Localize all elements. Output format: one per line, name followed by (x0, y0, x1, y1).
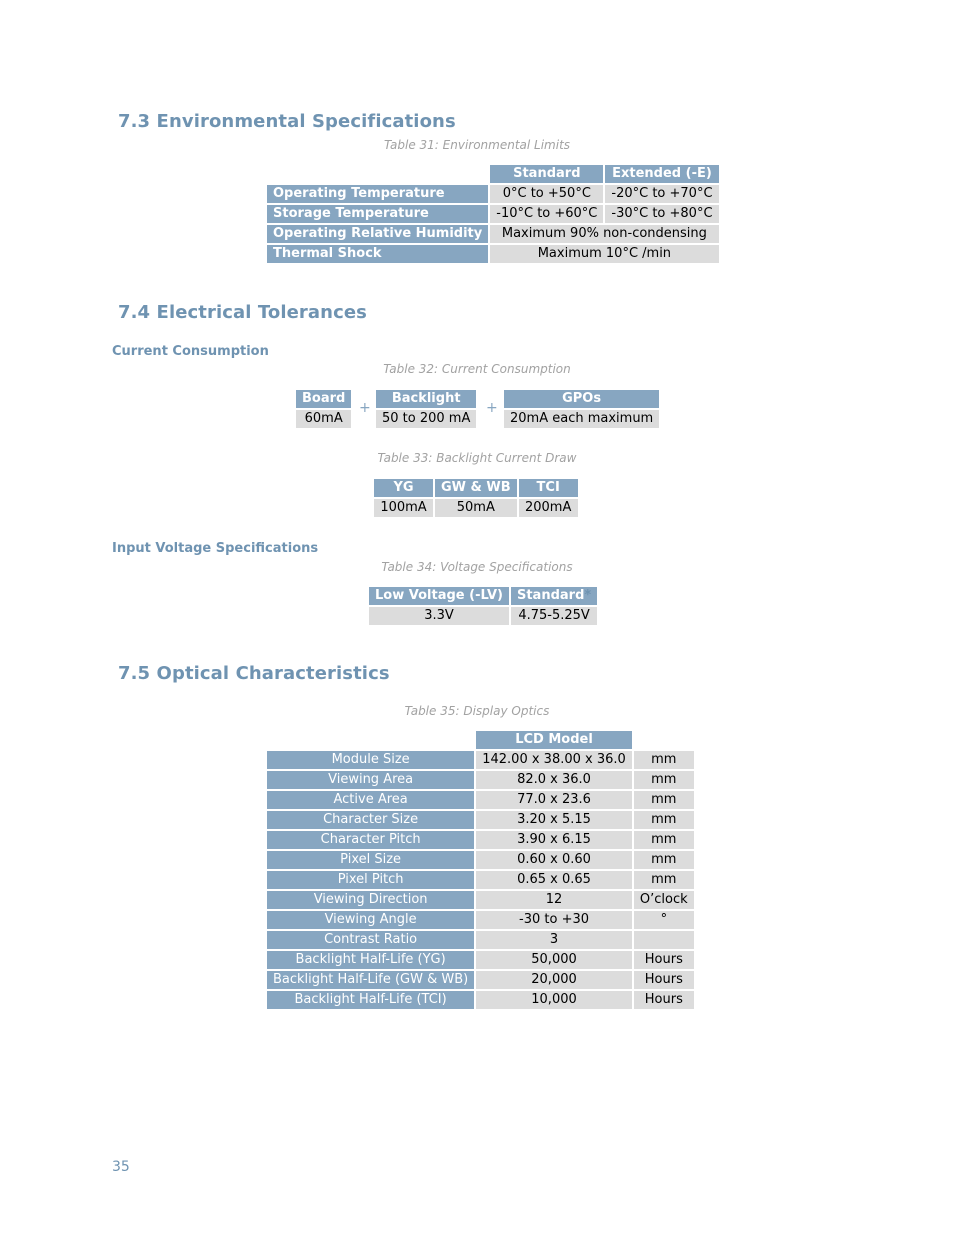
lv-value: 3.3V (369, 607, 509, 625)
env-caption: Table 31: Environmental Limits (383, 138, 571, 152)
backlight-draw-table (372, 477, 580, 519)
optics-unit (634, 931, 694, 949)
lcd-model-header: LCD Model (476, 731, 632, 749)
optics-unit: mm (634, 811, 694, 829)
optics-value: 10,000 (476, 991, 632, 1009)
std-label: Standard (516, 588, 585, 603)
gpo-header: GPOs (504, 390, 659, 408)
bl-value: 100mA (374, 499, 433, 517)
table-row (267, 165, 719, 183)
optics-unit: mm (634, 851, 694, 869)
empty-cell (267, 165, 488, 183)
table-row (267, 791, 694, 809)
optics-row-label: Backlight Half-Life (YG) (267, 951, 474, 969)
voltage-subheading: Input Voltage Specifications (112, 541, 319, 556)
row-label: Storage Temperature (267, 205, 488, 223)
caption-32: Table 32: Current Consumption (383, 362, 571, 376)
cell: 0°C to +50°C (490, 185, 603, 203)
board-table (294, 388, 353, 430)
table-row (267, 205, 719, 223)
cell: -10°C to +60°C (490, 205, 603, 223)
cell: Maximum 90% non-condensing (490, 225, 718, 243)
env-heading: 7.3 Environmental Specifications (118, 111, 456, 132)
backlight-table (374, 388, 478, 430)
cell: -30°C to +80°C (605, 205, 718, 223)
table-row (374, 499, 578, 517)
caption-33: Table 33: Backlight Current Draw (377, 451, 577, 465)
table-row (376, 410, 476, 428)
bl-value: 200mA (519, 499, 578, 517)
table-row (267, 991, 694, 1009)
optics-row-label: Module Size (267, 751, 474, 769)
env-table (265, 163, 721, 265)
optics-unit: mm (634, 771, 694, 789)
table-row (267, 871, 694, 889)
voltage-table (367, 585, 599, 627)
table-row (296, 390, 351, 408)
optics-row-label: Viewing Angle (267, 911, 474, 929)
elec-heading: 7.4 Electrical Tolerances (118, 302, 367, 323)
optics-value: 3 (476, 931, 632, 949)
optics-row-label: Pixel Size (267, 851, 474, 869)
optics-value: 82.0 x 36.0 (476, 771, 632, 789)
table-row (267, 185, 719, 203)
bl-value: 50mA (435, 499, 517, 517)
optics-heading: 7.5 Optical Characteristics (118, 663, 390, 684)
optics-value: -30 to +30 (476, 911, 632, 929)
col-extended: Extended (-E) (605, 165, 718, 183)
empty-cell (267, 731, 474, 749)
bl-header: TCI (519, 479, 578, 497)
table-row (267, 831, 694, 849)
row-label: Operating Relative Humidity (267, 225, 488, 243)
table-row (267, 891, 694, 909)
optics-unit: mm (634, 871, 694, 889)
current-subheading: Current Consumption (112, 344, 269, 359)
optics-row-label: Contrast Ratio (267, 931, 474, 949)
row-label: Operating Temperature (267, 185, 488, 203)
table-row (296, 410, 351, 428)
cell: Maximum 10°C /min (490, 245, 718, 263)
table-row (369, 587, 597, 605)
optics-unit: mm (634, 831, 694, 849)
std-header (511, 587, 597, 605)
table-row (267, 245, 719, 263)
row-label: Thermal Shock (267, 245, 488, 263)
table-row (267, 811, 694, 829)
gpo-table (502, 388, 661, 430)
table-row (267, 951, 694, 969)
footnote-mark: * (584, 588, 592, 603)
optics-row-label: Viewing Area (267, 771, 474, 789)
bl-header: GW & WB (435, 479, 517, 497)
col-standard: Standard (490, 165, 603, 183)
table-row (267, 225, 719, 243)
caption-34: Table 34: Voltage Specifications (381, 560, 573, 574)
optics-unit: mm (634, 751, 694, 769)
table-row (376, 390, 476, 408)
table-row (504, 390, 659, 408)
board-header: Board (296, 390, 351, 408)
table-row (374, 479, 578, 497)
table-row (267, 911, 694, 929)
table-row (267, 731, 694, 749)
optics-row-label: Backlight Half-Life (GW & WB) (267, 971, 474, 989)
optics-value: 3.90 x 6.15 (476, 831, 632, 849)
table-row (267, 851, 694, 869)
optics-value: 0.60 x 0.60 (476, 851, 632, 869)
optics-table (265, 729, 696, 1011)
table-row (369, 607, 597, 625)
page-number: 35 (112, 1159, 130, 1175)
table-row (267, 971, 694, 989)
table-row (267, 771, 694, 789)
bl-header: YG (374, 479, 433, 497)
optics-row-label: Backlight Half-Life (TCI) (267, 991, 474, 1009)
board-value: 60mA (296, 410, 351, 428)
table-row (267, 931, 694, 949)
optics-caption: Table 35: Display Optics (404, 704, 550, 718)
empty-cell (634, 731, 694, 749)
optics-unit: ° (634, 911, 694, 929)
cell: -20°C to +70°C (605, 185, 718, 203)
lv-header: Low Voltage (-LV) (369, 587, 509, 605)
optics-value: 77.0 x 23.6 (476, 791, 632, 809)
optics-row-label: Active Area (267, 791, 474, 809)
optics-value: 142.00 x 38.00 x 36.0 (476, 751, 632, 769)
backlight-value: 50 to 200 mA (376, 410, 476, 428)
std-value: 4.75-5.25V (511, 607, 597, 625)
optics-unit: Hours (634, 951, 694, 969)
optics-unit: Hours (634, 971, 694, 989)
gpo-value: 20mA each maximum (504, 410, 659, 428)
optics-row-label: Pixel Pitch (267, 871, 474, 889)
optics-unit: mm (634, 791, 694, 809)
optics-unit: Hours (634, 991, 694, 1009)
table-row (267, 751, 694, 769)
backlight-header: Backlight (376, 390, 476, 408)
optics-row-label: Character Pitch (267, 831, 474, 849)
optics-row-label: Viewing Direction (267, 891, 474, 909)
optics-unit: O’clock (634, 891, 694, 909)
optics-row-label: Character Size (267, 811, 474, 829)
optics-value: 3.20 x 5.15 (476, 811, 632, 829)
optics-value: 12 (476, 891, 632, 909)
plus-sign: + (486, 400, 498, 416)
optics-value: 0.65 x 0.65 (476, 871, 632, 889)
plus-sign: + (359, 400, 371, 416)
table-row (504, 410, 659, 428)
optics-value: 20,000 (476, 971, 632, 989)
optics-value: 50,000 (476, 951, 632, 969)
